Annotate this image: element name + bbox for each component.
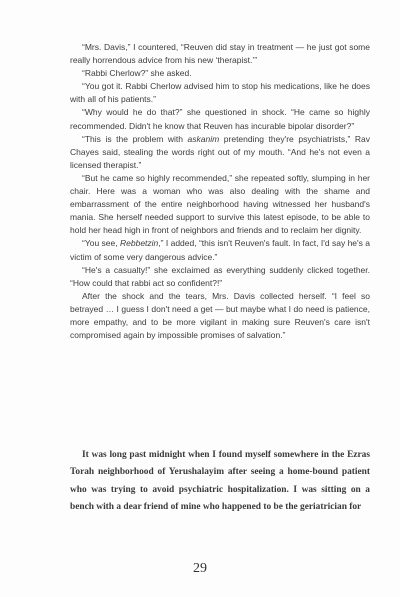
italic-term: Rebbetzin: [120, 238, 159, 249]
paragraph: “But he came so highly recommended,” she repeated softly, slumping in her chair. Here was a woman who was also dealing with the shame and embarrassment of the entire neighborhood having witnessed her husband's mania. She herself needed support to survive this latest episode, to be able to hold her head high in front of neighbors and friends and to reclaim her dignity.: [70, 172, 370, 236]
dialogue-text-block: [70, 41, 370, 342]
paragraph: After the shock and the tears, Mrs. Davis collected herself. “I feel so betrayed … I guess I don't need a get — but maybe what I do need is patience, more empathy, and to be more vigilant in making sure Reuven's care isn't compromised again by impossible promises of salvation.”: [70, 290, 370, 341]
paragraph: “You got it. Rabbi Cherlow advised him to stop his medications, like he does with all of his patients.”: [70, 81, 370, 105]
paragraph: “He's a casualty!” she exclaimed as everything suddenly clicked together. “How could that rabbi act so confident?!”: [70, 264, 370, 288]
paragraph-text: “You see,: [82, 238, 120, 249]
section-text-block: [70, 447, 370, 517]
paragraph: [70, 133, 370, 172]
paragraph: “Why would he do that?” she questioned in shock. “He came so highly recommended. Didn't he know that Reuven has incurable bipolar disorder?”: [70, 107, 370, 131]
page-number: 29: [193, 561, 207, 576]
paragraph: “Rabbi Cherlow?” she asked.: [82, 68, 192, 79]
italic-term: askanim: [187, 133, 220, 144]
paragraph: [70, 237, 370, 263]
paragraph-text: ,” I added, “this isn't Reuven's fault. In fact, I'd say he's a victim of some very dangerous advice.”: [70, 238, 370, 262]
section-paragraph: It was long past midnight when I found myself somewhere in the Ezras Torah neighborhood of Yerushalayim after seeing a home-bound patient who was trying to avoid psychiatric hospitalization. I was sitting on a bench with a dear friend of mine who happened to be the geriatrician for: [70, 450, 370, 513]
paragraph: “Mrs. Davis,” I countered, “Reuven did stay in treatment — he just got some really horrendous advice from his new ‘therapist.’”: [70, 42, 370, 66]
paragraph-text: pretending they're psychiatrists,” Rav Chayes said, stealing the words right out of my mouth. “And he's not even a licensed therapist.”: [70, 133, 370, 170]
paragraph-text: “This is the problem with: [82, 133, 188, 144]
